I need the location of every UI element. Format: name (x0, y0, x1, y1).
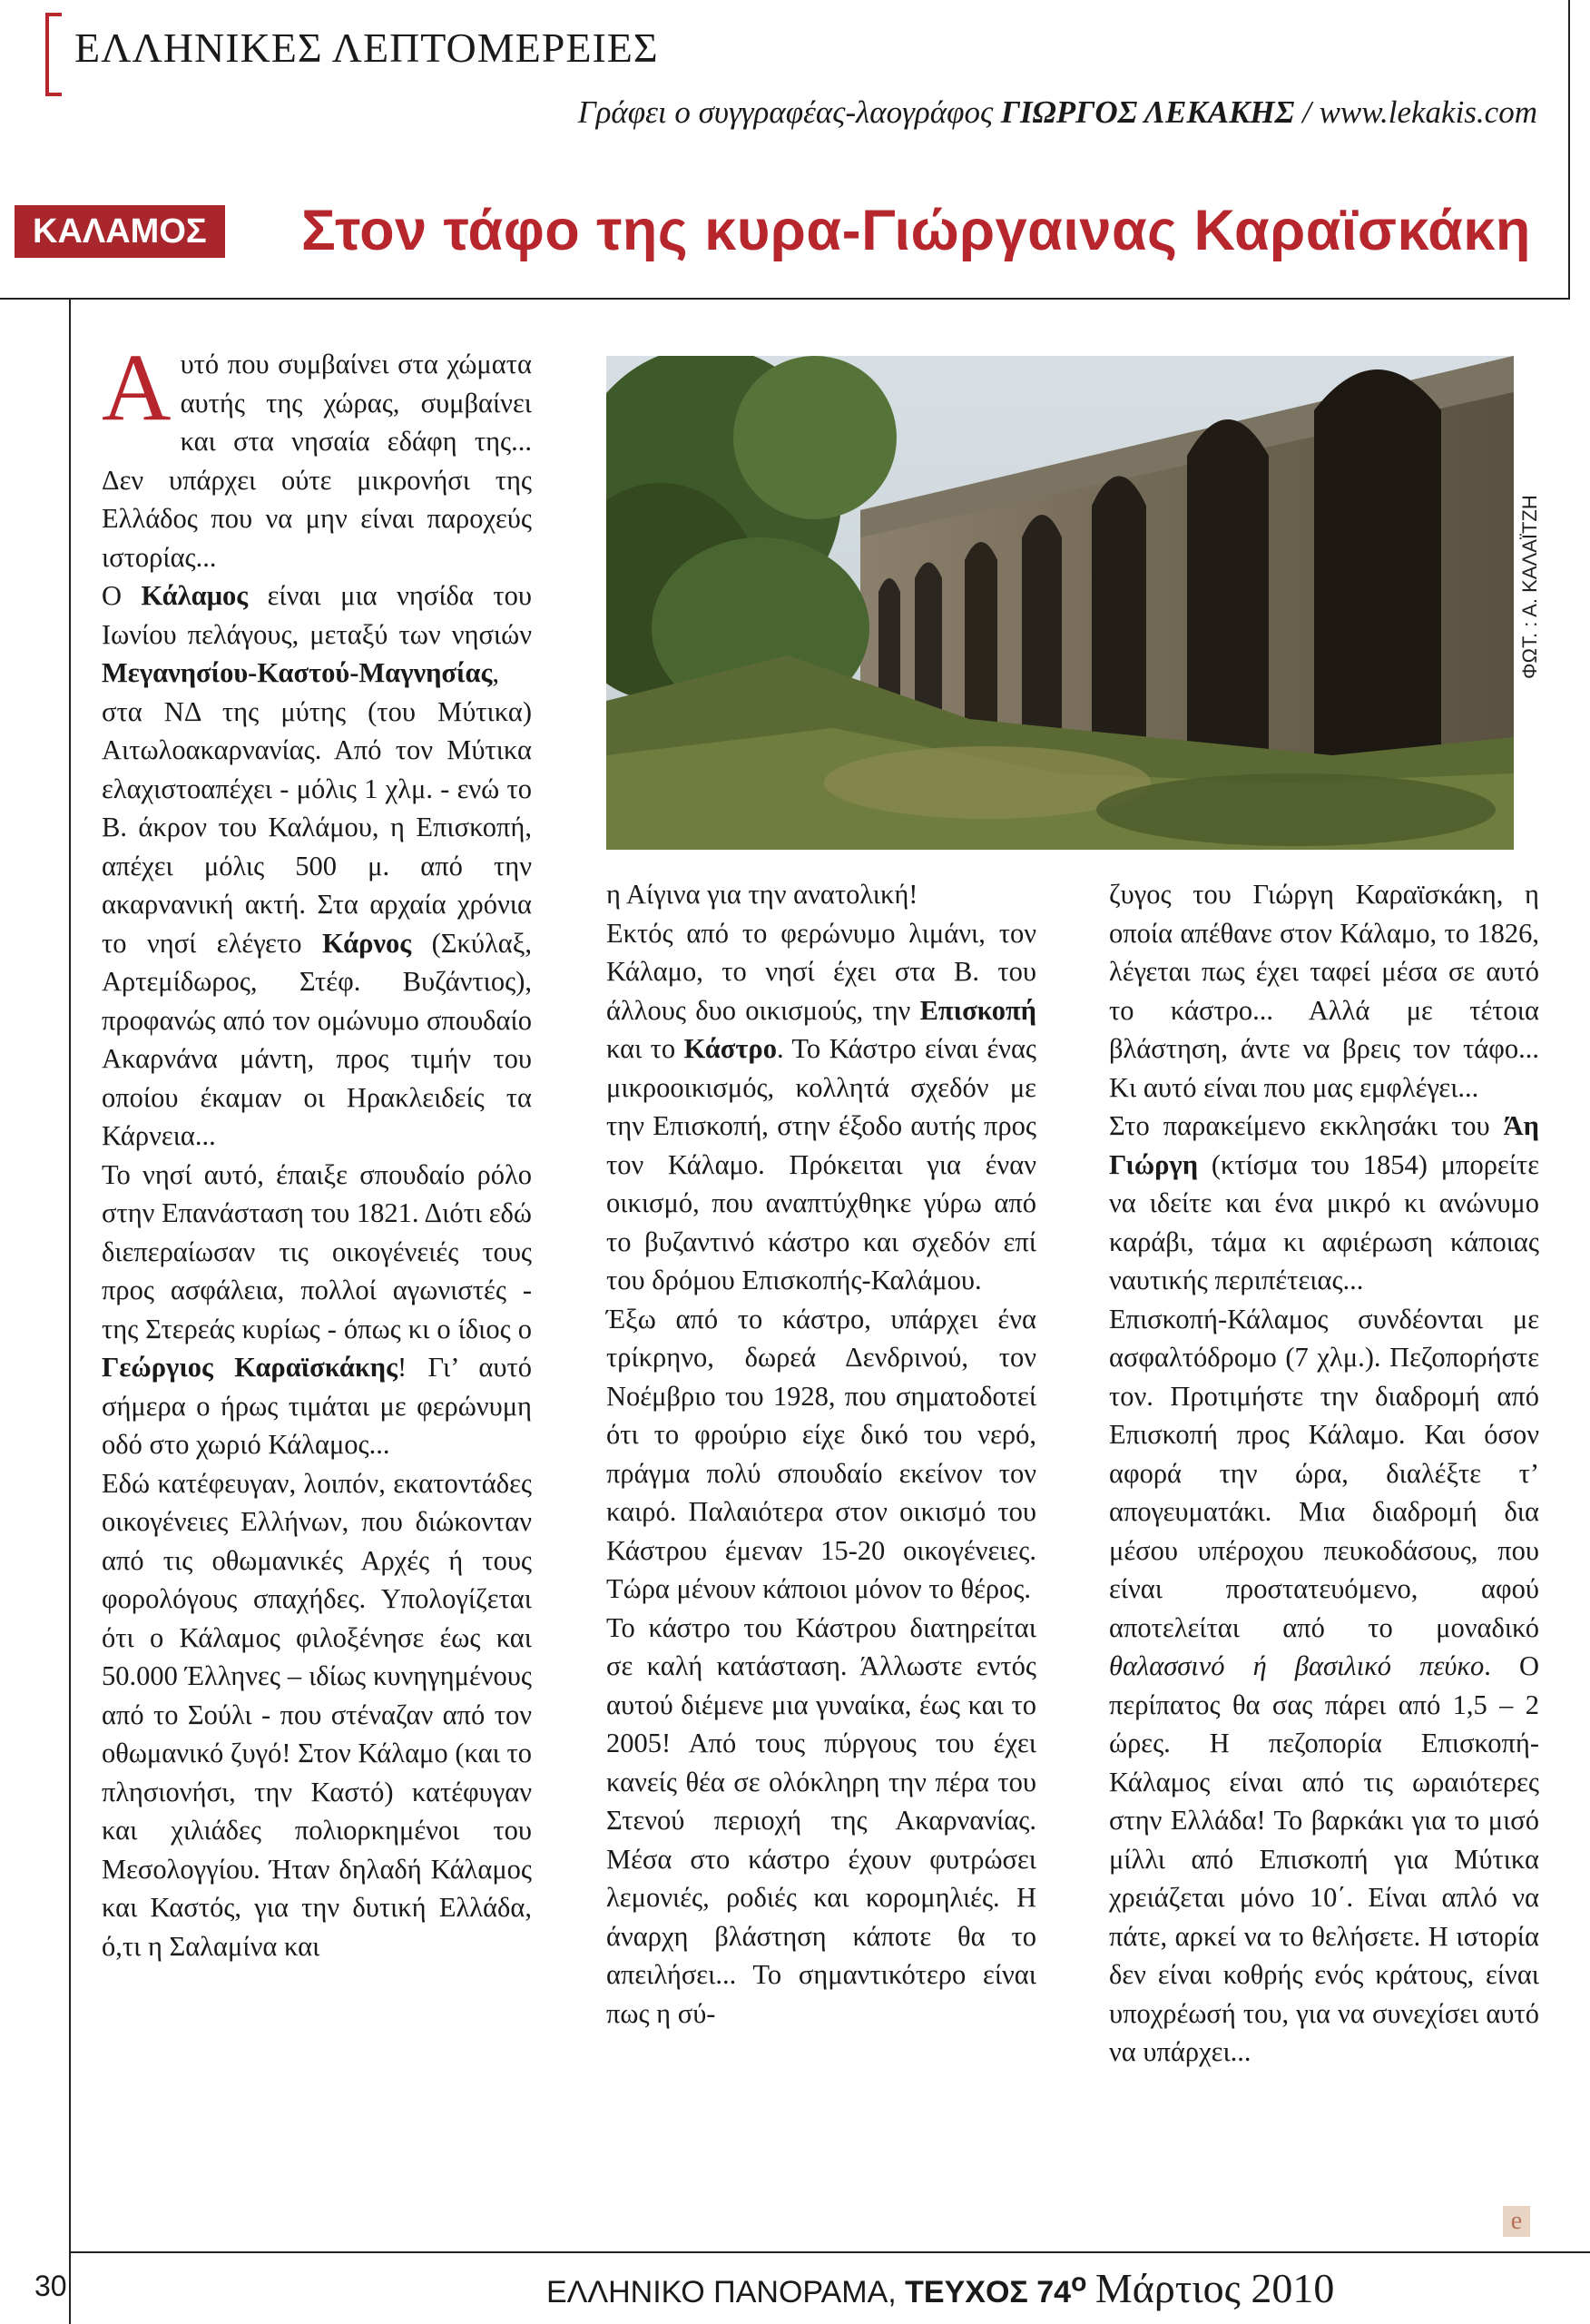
article-column-2 (606, 875, 1036, 2033)
paragraph: Εδώ κατέφευγαν, λοιπόν, εκατοντάδες οικογένειες Ελλήνων, που διώκονταν από τις οθωμανικές Αρχές ή τους φορολόγους σπαχήδες. Υπολογίζεται ότι ο Κάλαμος φιλοξένησε έως και 50.000 Έλληνες – ιδίως κυνηγημένους από το Σούλι - που στέναζαν από τον οθωμανικό ζυγό! Στον Κάλαμο (και το πλησιονήσι, την Καστό) κατέφυγαν και χιλιάδες πολιορκημένοι του Μεσολογγίου. Ήταν δηλαδή Κάλαμος και Καστός, για την δυτική Ελλάδα, ό,τι η Σαλαμίνα και (102, 1467, 532, 1962)
frame-bottom-rule (69, 2251, 1590, 2253)
paragraph: Το νησί αυτό, έπαιξε σπουδαίο ρόλο στην Επανάσταση του 1821. Διότι εδώ διεπεραίωσαν τις οικογένειές τους προς ασφάλεια, πολλοί αγωνιστές - της Στερεάς κυρίως - όπως κι ο ίδιος ο Γεώργιος Καραϊσκάκης! Γι’ αυτό σήμερα ο ήρως τιμάται με φερώνυμη οδό στο χωριό Κάλαμος... (102, 1158, 532, 1460)
paragraph: Αυτό που συμβαίνει στα χώματα αυτής της χώρας, συμβαίνει και στα νησαία εδάφη της... Δεν υπάρχει ούτε μικρονήσι της Ελλάδος που να μην είναι παροχεύς ιστορίας... (102, 334, 532, 573)
author-name: ΓΙΩΡΓΟΣ ΛΕΚΑΚΗΣ (1000, 94, 1295, 130)
header-bracket (45, 13, 62, 96)
paragraph: η Αίγινα για την ανατολική! (606, 879, 918, 910)
frame-right-top (1568, 0, 1570, 298)
paragraph: ζυγος του Γιώργη Καραϊσκάκη, η οποία απέθανε στον Κάλαμο, το 1826, λέγεται πως έχει ταφεί μέσα σε αυτό το κάστρο... Αλλά με τέτοια βλάστηση, άντε να βρεις τον τάφο... Κι αυτό είναι που μας εμφλέγει... (1109, 879, 1539, 1103)
paragraph: Εκτός από το φερώνυμο λιμάνι, τον Κάλαμο, το νησί έχει στα Β. του άλλους δυο οικισμούς, την Επισκοπή και το Κάστρο. Το Κάστρο είναι ένας μικροοικισμός, κολλητά σχεδόν με την Επισκοπή, στην έξοδο αυτής προς τον Κάλαμο. Πρόκειται για έναν οικισμό, που αναπτύχθηκε γύρω από το βυζαντινό κάστρο και σχεδόν επί του δρόμου Επισκοπής-Καλάμου. (606, 917, 1037, 1295)
article-headline: Στον τάφο της κυρα-Γιώργαινας Καραϊσκάκη (301, 199, 1531, 262)
issue-number: ΤΕΥΧΟΣ $74^o$ (905, 2268, 1087, 2309)
footer-publication: ΕΛΛΗΝΙΚΟ ΠΑΝΟΡΑΜΑ, ΤΕΥΧΟΣ $74^o$ Μάρτιος 2010 (546, 2265, 1335, 2311)
drop-cap: Α (102, 334, 172, 440)
article-column-3 (1109, 875, 1539, 2072)
paragraph: Ο Κάλαμος είναι μια νησίδα του Ιωνίου πελάγους, μεταξύ των νησιών Μεγανησίου-Καστού-Μαγνησίας, στα ΝΔ της μύτης (του Μύτικα) Αιτωλοακαρνανίας. Από τον Μύτικα ελαχιστοαπέχει - μόλις 1 χλμ. - ενώ το Β. άκρον του Καλάμου, η Επισκοπή, απέχει μόλις 500 μ. από την ακαρνανική ακτή. Στα αρχαία χρόνια το νησί ελέγετο Κάρνος (Σκύλαξ, Αρτεμίδωρος, Στέφ. Βυζάντιος), προφανώς από τον ομώνυμο σπουδαίο Ακαρνάνα μάντη, προς τιμήν του οποίου έκαμαν οι Ηρακλειδείς τα Κάρνεια... (102, 580, 532, 1151)
frame-left (69, 298, 71, 2324)
paragraph: Το κάστρο του Κάστρου διατηρείται σε καλή κατάσταση. Άλλωστε εντός αυτού διέμενε μια γυναίκα, έως και το 2005! Από τους πύργους του έχει κανείς θέα σε ολόκληρη την πέρα του Στενού περιοχή της Ακαρνανίας. Μέσα στο κάστρο έχουν φυτρώσει λεμονιές, ροδιές και κορομηλιές. Η άναρχη βλάστηση κάποτε θα το απειλήσει... Το σημαντικότερο είναι πως η σύ- (606, 1611, 1036, 2029)
issue-date: Μάρτιος 2010 (1094, 2265, 1335, 2311)
end-mark: e (1503, 2206, 1530, 2237)
paragraph: Επισκοπή-Κάλαμος συνδέονται με ασφαλτόδρομο (7 χλμ.). Πεζοπορήστε τον. Προτιμήστε την διαδρομή από Επισκοπή προς Κάλαμο. Και όσον αφορά την ώρα, διαλέξτε τ’ απογευματάκι. Μια διαδρομή δια μέσου υπέροχου πευκοδάσους, που είναι προστατευόμενο, αφού αποτελείται από το μοναδικό θαλασσινό ή βασιλικό πεύκο. Ο περίπατος θα σας πάρει από 1,5 – 2 ώρες. Η πεζοπορία Επισκοπή-Κάλαμος είναι από τις ωραιότερες στην Ελλάδα! Το βαρκάκι για το μισό μίλλι από Επισκοπή για Μύτικα χρειάζεται μόνο 10΄. Είναι απλό να πάτε, αρκεί να το θελήσετε. Η ιστορία δεν είναι κοθρής ενός κράτους, είναι υποχρέωσή του, για να συνεχίσει αυτό να υπάρχει... (1109, 1303, 1539, 2067)
castle-ruins-image (606, 356, 1514, 850)
location-tag: ΚΑΛΑΜΟΣ (15, 205, 225, 258)
photo-credit: ΦΩΤ. : Α. ΚΑΛΑΪΤΖΗ (1518, 495, 1541, 679)
frame-top-rule (0, 298, 1570, 300)
castle-ruins-photo (606, 356, 1514, 850)
page-number: 30 (34, 2270, 67, 2302)
paragraph: Έξω από το κάστρο, υπάρχει ένα τρίκρηνο, δωρεά Δενδρινού, τον Νοέμβριο του 1928, που σηματοδοτεί ότι το φρούριο είχε δικό του νερό, πράγμα πολύ σπουδαίο εκείνον τον καιρό. Παλαιότερα στον οικισμό του Κάστρου έμεναν 15-20 οικογένειες. Τώρα μένουν κάποιοι μόνον το θέρος. (606, 1303, 1036, 1604)
byline: Γράφει ο συγγραφέας-λαογράφος ΓΙΩΡΓΟΣ ΛΕΚΑΚΗΣ / www.lekakis.com (577, 94, 1537, 130)
article-column-1 (102, 334, 532, 1965)
series-title: ΕΛΛΗΝΙΚΕΣ ΛΕΠΤΟΜΕΡΕΙΕΣ (74, 25, 659, 71)
paragraph: Στο παρακείμενο εκκλησάκι του Άη Γιώργη (κτίσμα του 1854) μπορείτε να ιδείτε και ένα μικρό κι ανώνυμο καράβι, τάμα κι αφιέρωση κάποιας ναυτικής περιπέτειας... (1109, 1110, 1539, 1295)
